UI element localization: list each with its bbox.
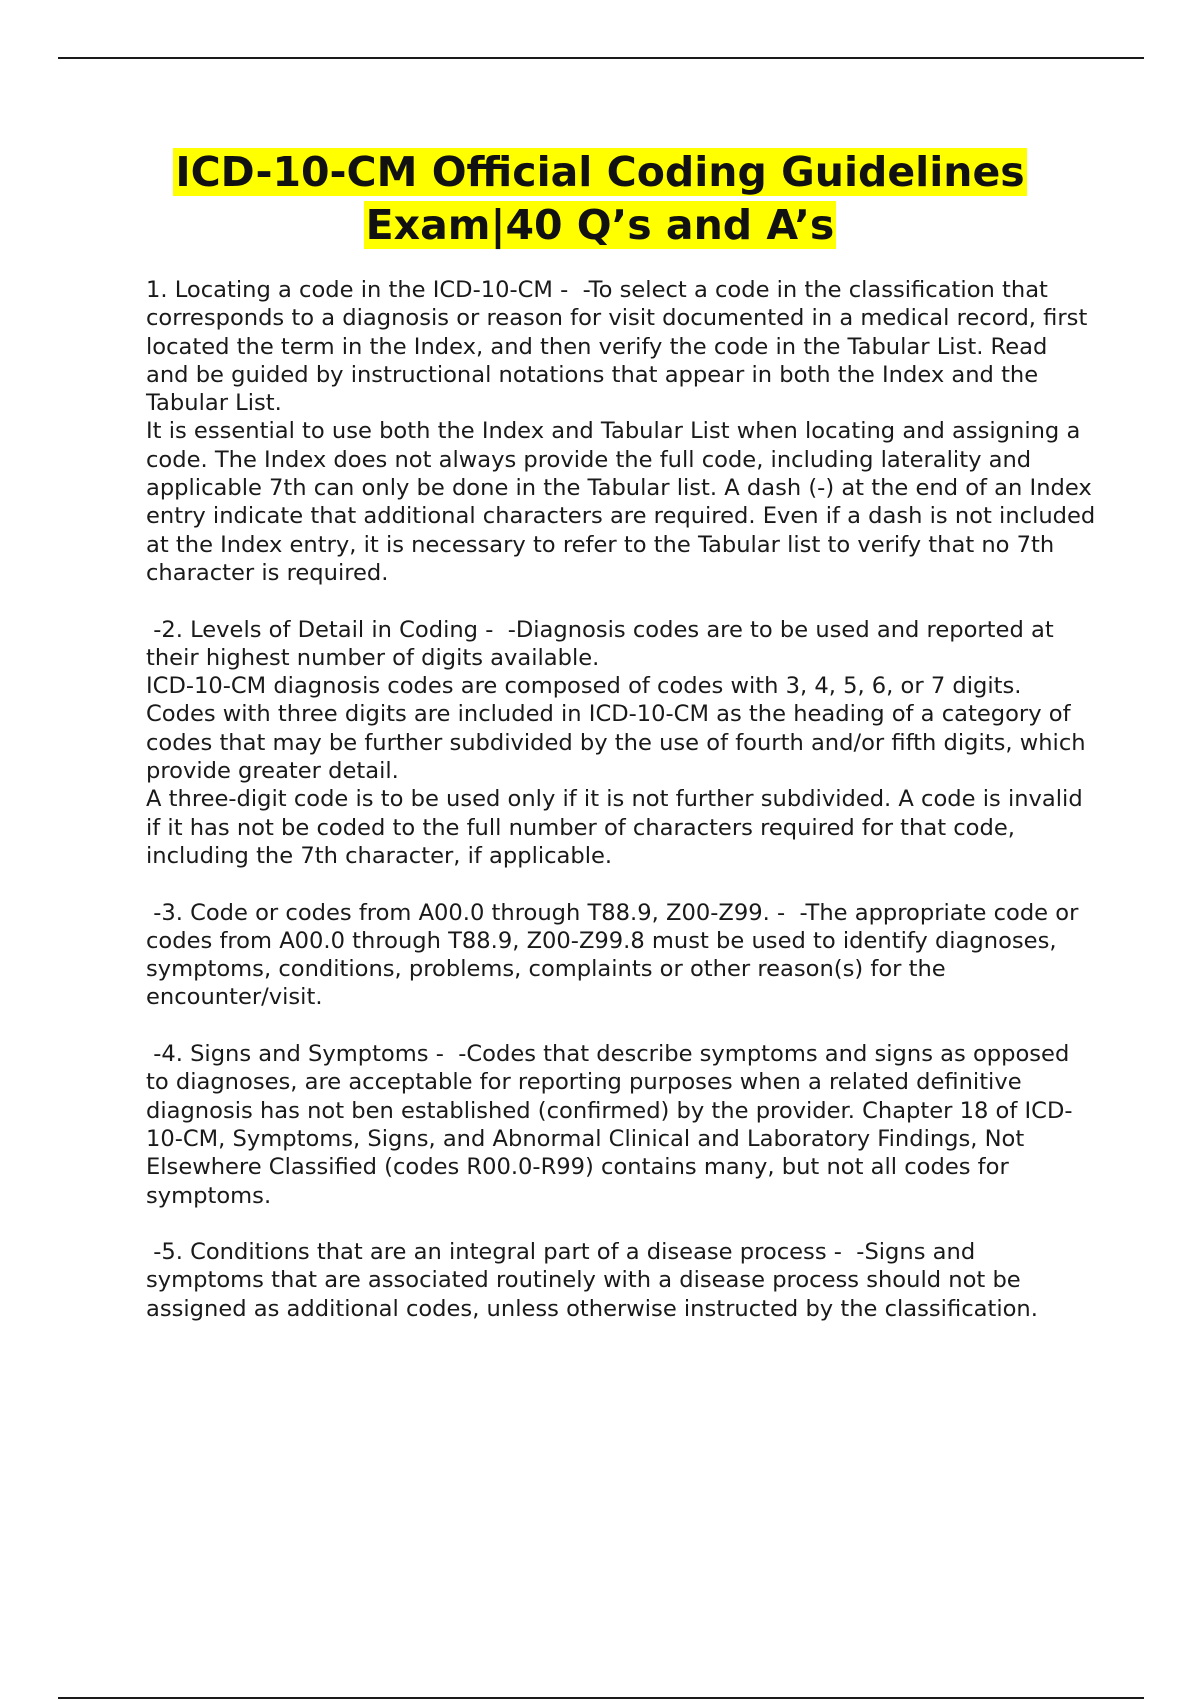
header-rule (58, 57, 1144, 59)
qa-item-4 (146, 1040, 1096, 1210)
qa-item-2 (146, 616, 1096, 871)
qa-2-paragraph-1: -2. Levels of Detail in Coding - -Diagnosis codes are to be used and reported at their highest number of digits available. (146, 616, 1061, 671)
qa-5-paragraph-1: -5. Conditions that are an integral part of a disease process - -Signs and symptoms that are associated routinely with a disease process should not be assigned as additional codes, unless otherwise instructed by the classification. (146, 1239, 1038, 1322)
qa-item-1 (146, 276, 1103, 587)
qa-2-paragraph-2: ICD-10-CM diagnosis codes are composed of codes with 3, 4, 5, 6, or 7 digits. Codes with three digits are included in ICD-10-CM as the heading of a category of codes that may be further subdivided by the use of fourth and/or fifth digits, which provide greater detail. (146, 673, 1093, 785)
qa-2-paragraph-3: A three-digit code is to be used only if it is not further subdivided. A code is invalid if it has not be coded to the full number of characters required for that code, including the 7th character, if applicable. (146, 786, 1090, 869)
qa-3-paragraph-1: -3. Code or codes from A00.0 through T88.9, Z00-Z99. - -The appropriate code or codes from A00.0 through T88.9, Z00-Z99.8 must be used to identify diagnoses, symptoms, conditions, problems, complaints or other reason(s) for the encounter/visit. (146, 899, 1086, 1011)
page-title (0, 146, 1200, 252)
qa-item-3 (146, 899, 1096, 1012)
footer-rule (58, 1697, 1144, 1699)
qa-item-5 (146, 1238, 1096, 1323)
qa-1-paragraph-1: 1. Locating a code in the ICD-10-CM - -To select a code in the classification that corresponds to a diagnosis or reason for visit documented in a medical record, first located the term in the Index, and then verify the code in the Tabular List. Read and be guided by instructional notations that appear in both the Index and the Tabular List. (146, 277, 1095, 417)
qa-4-paragraph-1: -4. Signs and Symptoms - -Codes that describe symptoms and signs as opposed to diagnoses, are acceptable for reporting purposes when a related definitive diagnosis has not ben established (confirmed) by the provider. Chapter 18 of ICD-10-CM, Symptoms, Signs, and Abnormal Clinical and Laboratory Findings, Not Elsewhere Classified (codes R00.0-R99) contains many, but not all codes for symptoms. (146, 1041, 1077, 1209)
title-line-1: ICD-10-CM Official Coding Guidelines (175, 148, 1025, 196)
document-body (146, 276, 1103, 1351)
title-line-2: Exam|40 Q’s and A’s (365, 201, 835, 249)
qa-1-paragraph-2: It is essential to use both the Index and Tabular List when locating and assigning a code. The Index does not always provide the full code, including laterality and applicable 7th can only be done in the Tabular list. A dash (-) at the end of an Index entry indicate that additional characters are required. Even if a dash is not included at the Index entry, it is necessary to refer to the Tabular list to verify that no 7th character is required. (146, 418, 1103, 586)
